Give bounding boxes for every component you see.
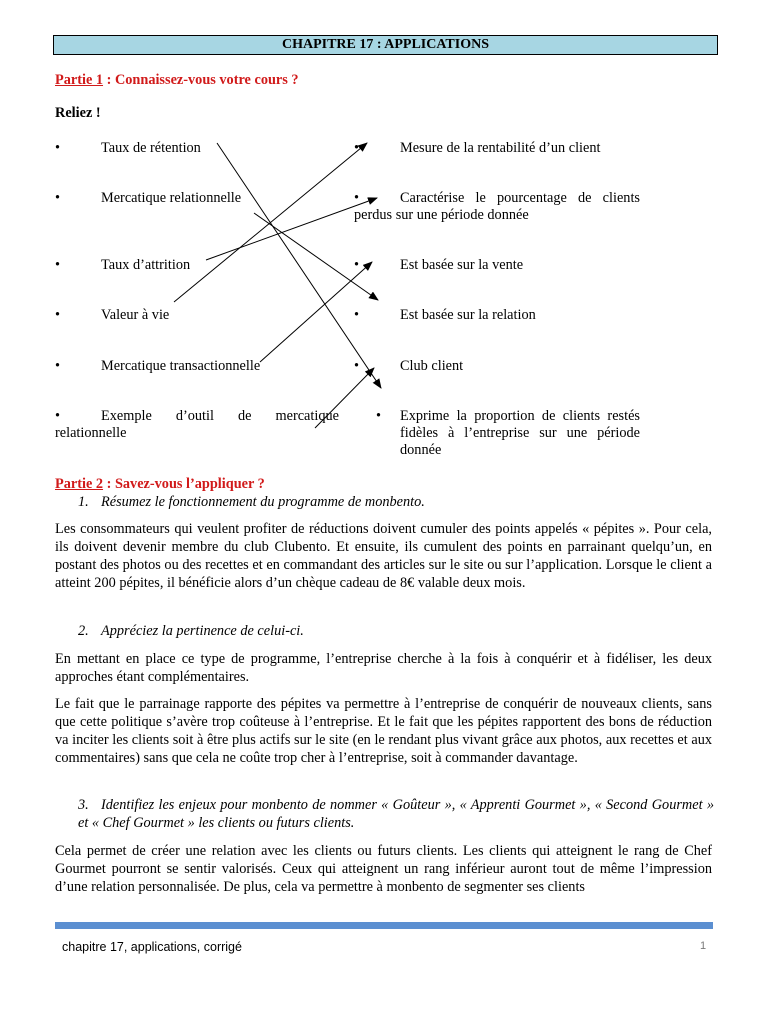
left-item-valeur-a-vie: Valeur à vie: [101, 307, 170, 323]
partie-2-heading: [55, 476, 265, 493]
left-item-exemple-outil: Exemple d’outil de mercatique relationnelle: [55, 408, 339, 441]
answer-2-paragraph-2: Le fait que le parrainage rapporte des pépites va permettre à l’entreprise de conquérir de nouveaux clients, sans que cette politique s’avère trop coûteuse à l’entreprise. Et le fait que les pépites rapportent des bons de réduction va inciter les clients soit à être plus actifs sur le site (en le rendant plus vivant grâce aux photos, aux recettes et aux commentaires) sans que cela ne coûte trop cher à l’entreprise, soit à commander davantage.: [55, 696, 712, 766]
question-1-number: 1.: [78, 494, 89, 510]
line-attrition-perdus: [206, 198, 377, 260]
right-item-vente: Est basée sur la vente: [400, 257, 524, 273]
bullet: •: [55, 358, 61, 374]
right-item-club-client: Club client: [400, 358, 464, 374]
bullet: •: [354, 307, 360, 323]
left-item-mercatique-relationnelle: Mercatique relationnelle: [101, 190, 242, 206]
page-number: 1: [700, 940, 707, 952]
answer-3: Cela permet de créer une relation avec les clients ou futurs clients. Les clients qui atteignent le rang de Chef Gourmet pourront se sentir valorisés. Ceux qui atteignent un rang inférieur auront tout de même l’impression d’une relation personnalisée. De plus, cela va permettre à monbento de segmenter ses clients: [55, 843, 712, 895]
chapter-title: CHAPITRE 17 : APPLICATIONS: [53, 35, 718, 55]
bullet: •: [354, 190, 360, 206]
answer-2-paragraph-1: En mettant en place ce type de programme, l’entreprise cherche à la fois à conquérir et à fidéliser, les deux approches étant complémentaires.: [55, 651, 712, 685]
left-item-mercatique-transactionnelle: Mercatique transactionnelle: [101, 358, 261, 374]
left-item-attrition: Taux d’attrition: [101, 257, 191, 273]
bullet: •: [55, 190, 61, 206]
partie-2-title: : Savez-vous l’appliquer ?: [103, 476, 265, 492]
right-item-pourcentage-perdus: Caractérise le pourcentage de clients perdus sur une période donnée: [354, 190, 640, 223]
answer-1: Les consommateurs qui veulent profiter de réductions doivent cumuler des points appelés « pépites ». Pour cela, ils doivent devenir membre du club Clubento. Et ensuite, ils cumulent des points en parrainant quelqu’un, en postant des photos ou des recettes et en commandant des articles sur le site ou sur l’application. Lorsque le client a atteint 200 pépites, il bénéficie alors d’un chèque cadeau de 8€ valable deux mois.: [55, 521, 712, 591]
bullet: •: [354, 358, 360, 374]
question-1: [78, 493, 425, 511]
footer-text: chapitre 17, applications, corrigé: [62, 940, 242, 954]
partie-1-heading: [55, 72, 299, 89]
footer-rule: [55, 922, 713, 929]
line-valeur-rentabilite: [174, 143, 367, 302]
question-1-text: Résumez le fonctionnement du programme de monbento.: [101, 494, 425, 510]
partie-2-label: Partie 2: [55, 476, 104, 492]
question-2: [78, 622, 304, 640]
bullet: •: [55, 307, 61, 323]
bullet: •: [354, 140, 360, 156]
question-3: [78, 796, 714, 832]
question-2-number: 2.: [78, 623, 89, 639]
right-item-rentabilite: Mesure de la rentabilité d’un client: [400, 140, 601, 156]
line-mercatique-relationnelle-relation: [254, 213, 378, 300]
instruction: Reliez !: [55, 105, 101, 121]
question-3-text: Identifiez les enjeux pour monbento de nommer « Goûteur », « Apprenti Gourmet », « Second Gourmet » et « Chef Gourmet » les clients ou futurs clients.: [78, 797, 714, 831]
right-item-relation: Est basée sur la relation: [400, 307, 536, 323]
bullet: •: [55, 257, 61, 273]
right-item-fideles: Exprime la proportion de clients restés fidèles à l’entreprise sur une période donnée: [400, 408, 640, 458]
bullet: •: [376, 408, 382, 424]
bullet: •: [55, 408, 61, 424]
left-item-retention: Taux de rétention: [101, 140, 201, 156]
partie-1-title: : Connaissez-vous votre cours ?: [103, 72, 299, 88]
bullet: •: [354, 257, 360, 273]
bullet: •: [55, 140, 61, 156]
partie-1-label: Partie 1: [55, 72, 104, 88]
question-3-number: 3.: [78, 797, 89, 813]
question-2-text: Appréciez la pertinence de celui-ci.: [101, 623, 304, 639]
